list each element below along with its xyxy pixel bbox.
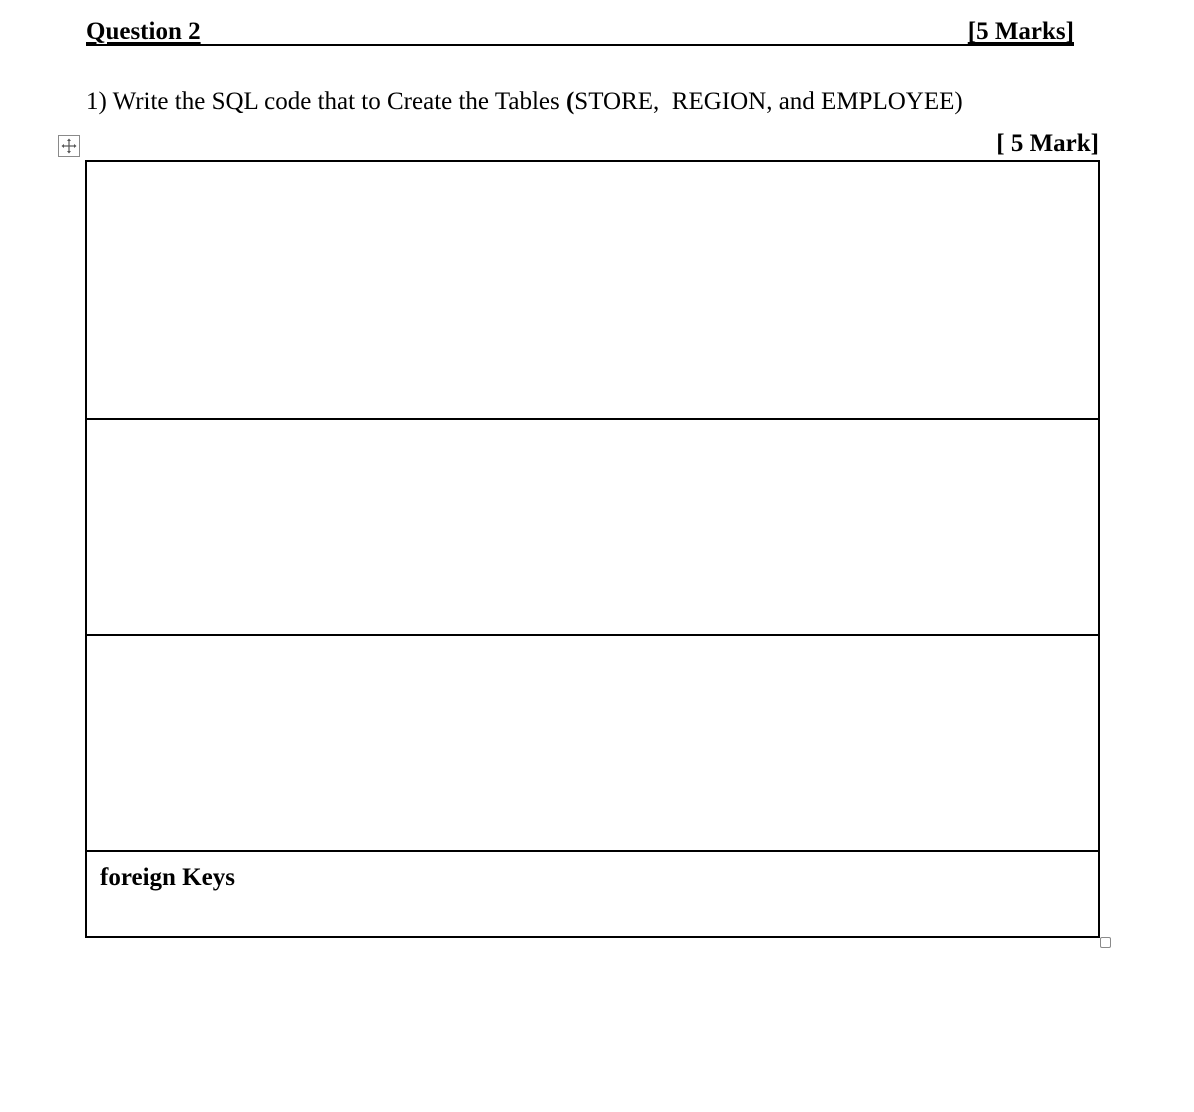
question-marks: [5 Marks]: [967, 18, 1074, 45]
answer-cell-store[interactable]: [86, 161, 1099, 419]
instruction-tables: STORE, REGION, and EMPLOYEE): [574, 88, 963, 115]
resize-handle-icon[interactable]: [1100, 937, 1111, 948]
table-row: [86, 419, 1099, 635]
answer-cell-foreign-keys[interactable]: [86, 851, 1099, 937]
question-title: Question 2: [86, 18, 201, 45]
instruction-text: [86, 88, 963, 116]
instruction-lead: 1) Write the SQL code that to Create the Tables: [86, 88, 566, 115]
answer-cell-employee[interactable]: [86, 635, 1099, 851]
part-marks: [ 5 Mark]: [996, 130, 1099, 157]
table-row: [86, 851, 1099, 937]
foreign-keys-label: foreign Keys: [100, 864, 235, 891]
table-row: [86, 161, 1099, 419]
move-arrows-icon[interactable]: [58, 135, 80, 157]
instruction-paren: (: [565, 88, 575, 115]
answer-cell-region[interactable]: [86, 419, 1099, 635]
table-row: [86, 635, 1099, 851]
answer-table: [85, 160, 1100, 938]
question-header: [86, 14, 1074, 46]
